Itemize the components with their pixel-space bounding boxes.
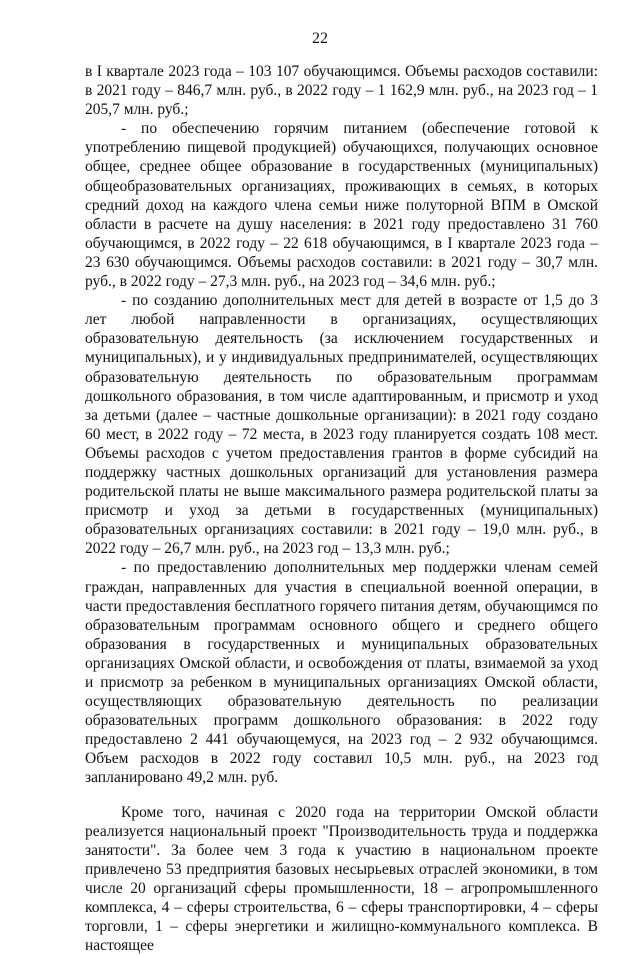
paragraph-education-expenses-continuation: в I квартале 2023 года – 103 107 обучающимся. Объемы расходов составили: в 2021 году – 846,7 млн. руб., в 2022 году – 1 162,9 млн. руб., на 2023 год – 1 205,7 млн. руб.;: [85, 63, 598, 119]
page-number: 22: [312, 30, 328, 47]
document-body: [85, 62, 598, 955]
paragraph-preschool-places: - по созданию дополнительных мест для детей в возрасте от 1,5 до 3 лет любой направленности в организациях, осуществляющих образовательную деятельность (за исключением государственных и муниципальных), и у индивидуальных предпринимателей, осуществляющих образовательную деятельность по образовательным программам дошкольного образования, в том числе адаптированным, и присмотр и уход за детьми (далее – частные дошкольные организации): в 2021 году создано 60 мест, в 2022 году – 72 места, в 2023 году планируется создать 108 мест. Объемы расходов с учетом предоставления грантов в форме субсидий на поддержку частных дошкольных организаций для установления размера родительской платы не выше максимального размера родительской платы за присмотр и уход за детьми в государственных (муниципальных) образовательных организациях составили: в 2021 году – 19,0 млн. руб., в 2022 году – 26,7 млн. руб., на 2023 год – 13,3 млн. руб.;: [85, 292, 598, 558]
paragraph-military-families-support: - по предоставлению дополнительных мер поддержки членам семей граждан, направленных для участия в специальной военной операции, в части предоставления бесплатного горячего питания детям, обучающимся по образовательным программам основного общего и среднего общего образования в государственных и муниципальных образовательных организациях Омской области, и освобождения от платы, взимаемой за уход и присмотр за ребенком в муниципальных организациях Омской области, осуществляющих образовательную деятельность по реализации образовательных программ дошкольного образования: в 2022 году предоставлено 2 441 обучающемуся, на 2023 год – 2 932 обучающимся. Объем расходов в 2022 году составил 10,5 млн. руб., на 2023 год запланировано 49,2 млн. руб.: [85, 559, 598, 787]
paragraph-national-project: Кроме того, начиная с 2020 года на территории Омской области реализуется национальный проект "Производительность труда и поддержка занятости". За более чем 3 года к участию в национальном проекте привлечено 53 предприятия базовых несырьевых отраслей экономики, в том числе 20 организаций сферы промышленности, 18 – агропромышленного комплекса, 4 – сферы строительства, 6 – сферы транспортировки, 4 – сферы торговли, 1 – сферы энергетики и жилищно-коммунального комплекса. В настоящее: [85, 803, 598, 955]
paragraph-hot-meals: - по обеспечению горячим питанием (обеспечение готовой к употреблению пищевой продукцией) обучающихся, получающих основное общее, среднее общее образование в государственных (муниципальных) общеобразовательных организациях, проживающих в семьях, в которых средний доход на каждого члена семьи ниже полуторной ВПМ в Омской области в расчете на душу населения: в 2021 году предоставлено 31 760 обучающимся, в 2022 году – 22 618 обучающимся, в I квартале 2023 года – 23 630 обучающимся. Объемы расходов составили: в 2021 году – 30,7 млн. руб., в 2022 году – 27,3 млн. руб., на 2023 год – 34,6 млн. руб.;: [85, 120, 598, 291]
